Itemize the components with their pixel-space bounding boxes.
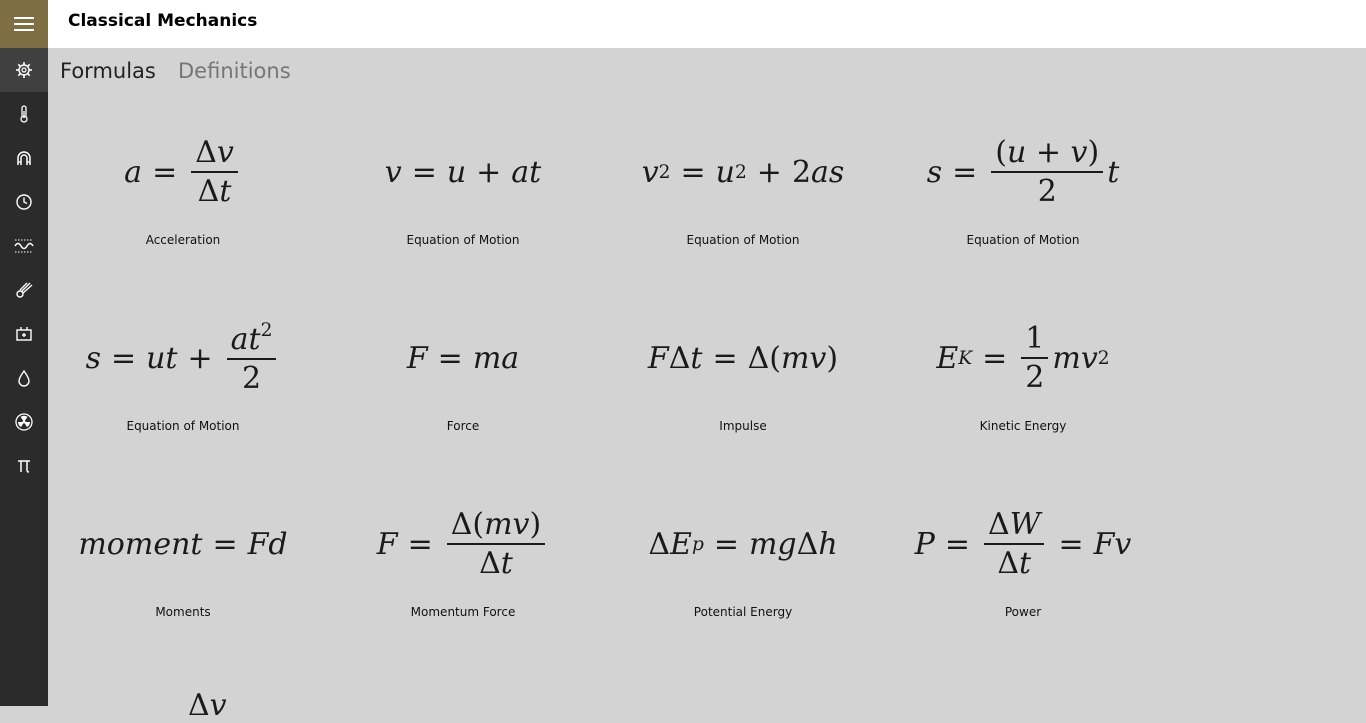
title-bar — [48, 0, 1366, 48]
nav-item-magnetism[interactable] — [0, 136, 48, 180]
droplet-icon — [15, 369, 33, 387]
formula-caption: Equation of Motion — [406, 233, 520, 247]
sidebar — [0, 0, 48, 706]
formula-kinetic-energy: E K = $\frac{1}{2}$ mv 2 — [936, 321, 1110, 395]
formula-potential-energy: Δ E p = mg Δ h — [648, 526, 838, 562]
formula-moments: moment = Fd — [78, 526, 288, 562]
formula-card[interactable] — [323, 283, 603, 469]
formula-caption: Acceleration — [145, 233, 221, 247]
formula-card[interactable] — [883, 283, 1163, 469]
formula-equation-of-motion-4: s = ut + $\frac{at^2}{2}$ — [43, 283, 323, 433]
formula-caption: Equation of Motion — [686, 233, 800, 247]
formula-caption: Equation of Motion — [966, 233, 1080, 247]
tab-formulas[interactable]: Formulas — [60, 59, 156, 83]
formula-caption: Power — [1004, 605, 1042, 619]
formula-card[interactable] — [43, 283, 323, 469]
page-title: Classical Mechanics — [68, 11, 258, 31]
formula-equation-of-motion-3: s = $\frac{(u + v)}{2}$ t — [926, 135, 1120, 209]
formula-caption: Force — [446, 419, 480, 433]
circuit-icon — [15, 325, 33, 343]
formula-power: P = $\frac{\Delta W}{\Delta t}$ = Fv — [914, 507, 1132, 581]
magnet-icon — [15, 149, 33, 167]
formula-card[interactable] — [43, 469, 323, 655]
formula-card[interactable] — [603, 283, 883, 469]
formula-momentum-force: F = $\frac{\Delta(mv)}{\Delta t}$ — [323, 469, 603, 619]
nav-item-nuclear[interactable] — [0, 400, 48, 444]
thermometer-icon — [15, 105, 33, 123]
formula-card[interactable] — [883, 97, 1163, 283]
clock-icon — [15, 193, 33, 211]
formula-caption: Kinetic Energy — [979, 419, 1067, 433]
nav-item-electricity[interactable] — [0, 312, 48, 356]
nav-item-constants[interactable] — [0, 444, 48, 488]
nav-item-mechanics[interactable] — [0, 48, 48, 92]
hamburger-menu-button[interactable] — [0, 0, 48, 48]
formula-caption: Momentum Force — [410, 605, 516, 619]
formula-impulse: F Δ t = Δ( mv ) — [647, 340, 839, 376]
formula-equation-of-motion-1: v = u + at — [384, 154, 542, 190]
formula-card[interactable] — [603, 97, 883, 283]
formula-card[interactable] — [883, 469, 1163, 655]
nav-item-time[interactable] — [0, 180, 48, 224]
comet-icon — [15, 281, 33, 299]
formula-caption: Equation of Motion — [126, 419, 240, 433]
nav-item-thermal[interactable] — [0, 92, 48, 136]
gear-icon — [15, 61, 33, 79]
formula-caption: Moments — [155, 605, 211, 619]
pi-icon — [15, 457, 33, 475]
formula-acceleration: a = $\frac{\Delta v}{\Delta t}$ — [43, 97, 323, 247]
tab-definitions[interactable]: Definitions — [178, 59, 291, 83]
formula-caption: Impulse — [719, 419, 767, 433]
nav-item-astrophysics[interactable] — [0, 268, 48, 312]
formula-equation-of-motion-2: v 2 = u 2 + 2 as — [641, 154, 845, 190]
nav-item-fluids[interactable] — [0, 356, 48, 400]
formula-partial: Δv — [188, 688, 227, 723]
formula-card[interactable] — [43, 97, 323, 283]
hamburger-menu-icon — [14, 16, 34, 32]
wave-icon — [14, 237, 34, 255]
formula-force: F = ma — [406, 340, 520, 376]
formula-card[interactable] — [323, 97, 603, 283]
formula-caption: Potential Energy — [693, 605, 793, 619]
radiation-icon — [15, 413, 33, 431]
nav-item-waves[interactable] — [0, 224, 48, 268]
formula-card[interactable] — [323, 469, 603, 655]
formula-card[interactable] — [603, 469, 883, 655]
